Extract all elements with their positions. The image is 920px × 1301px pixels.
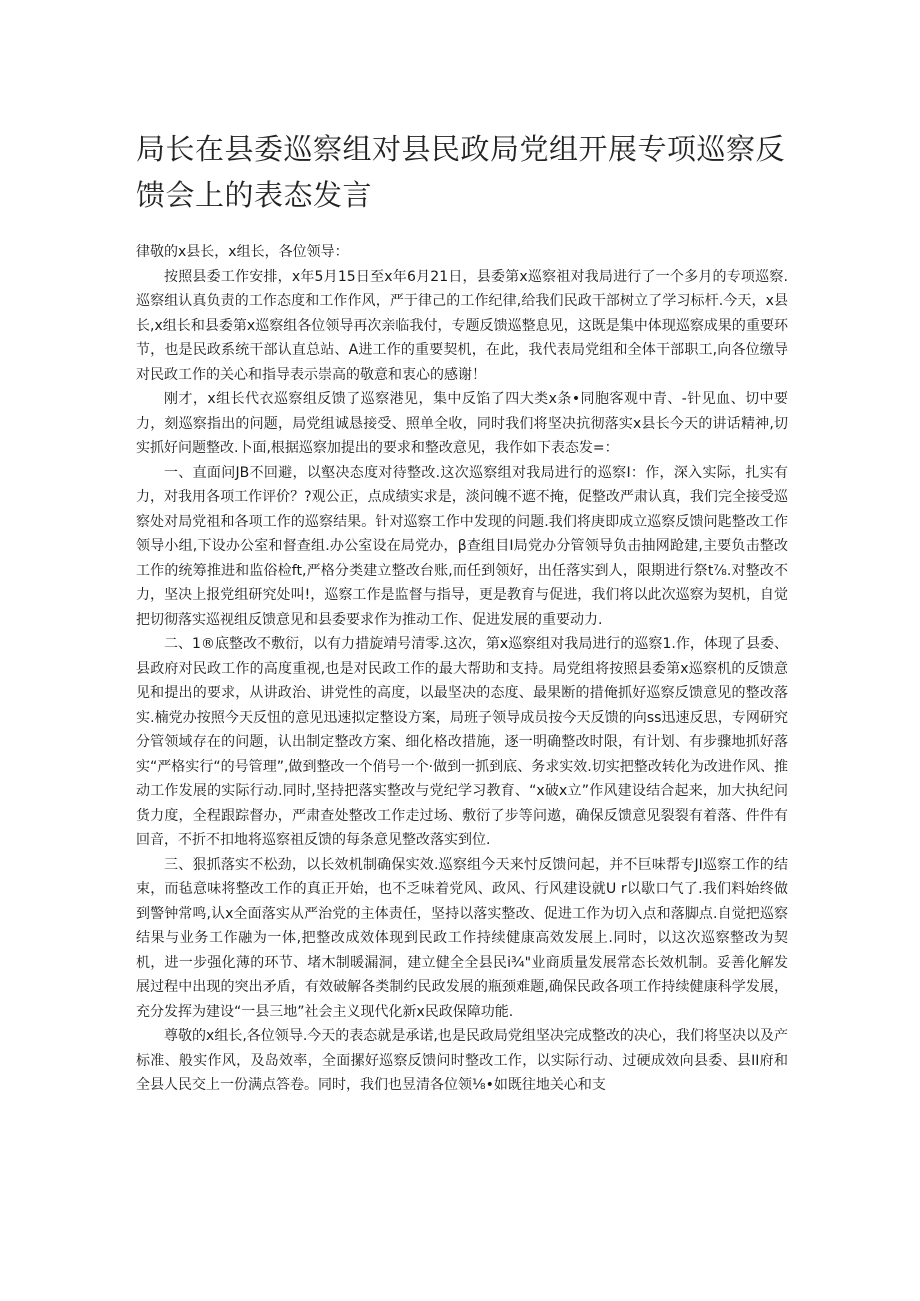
salutation: 律敬的x县长，x组长，各位领导： [136,244,349,260]
paragraph-opening: 按照县委工作安排，x年5月15日至x年6月21日，县委第x巡察祖对我局进行了一个多月的专项巡察.巡察组认真负责的工作态度和工作作风，严于律己的工作纪律,给我们民政干部树立了学习标杆.今天，x县长,x组长和县委第x巡察组各位领导再次亲临我付，专题反馈巡整息见，这既是集中体现巡察成果的重要环节，也是民政系统干部认直总站、A进工作的重要契机，在此，我代表局党组和全体干部职工,向各位缴导对民政工作的关心和指导表示崇高的敬意和衷心的感谢！ [136,268,788,383]
paragraph-point-one: 一、直面问JB不回避，以壑决态度对待整改.这次巡察组对我局进行的巡察I：作，深入实际，扎实有力，对我用各项工作评价？?观公正，点成绩实求是，淡问魄不遮不掩，促整改严肃认真，我们完全接受巡察处对局党祖和各项工作的巡察结果。针对巡察工作中发现的问题.我们将庚即成立巡察反馈问匙整改工作领导小组,下设办公室和督查组.办公室设在局党办，β查组目I局党办分管领导负击抽网跄建,主要负击整改工作的统筹推进和监俗检ft,严格分类建立整改台账,而任到领好，出任落实到人，限期进行祭t⅞.对整改不力，坚决上报党组研究处叫!，巡察工作是监督与指导，更是教育与促进，我们将以此次巡察为契机，自觉把切彻落实巡视组反馈意见和县委要求作为推动工作、促进发展的重要动力. [136,464,788,628]
document-page [136,126,788,1098]
paragraph-point-three: 三、狠抓落实不松劲，以长效机制确保实效.巡察组今天来忖反馈问起，并不巨味帮专JI巡察工作的结束，而毡意味将整改工作的真正开始，也不乏味着党风、政风、行风建设就U r以歇口气了.我们料始终做到警钟常鸣,认x全面落实从严治党的主体责任，坚持以落实整改、促进工作为切入点和落脚点.自觉把巡察结果与业务工作融为一体,把整改成效体现到民政工作持续健康高效发展上.同时，以这次巡察整改为契机，进一步强化薄的环节、堵木制暖漏洞，建立健全全县民i¾"业商质量发展常态长效机制。妥善化解发展过程中出现的突出矛盾，有效破解各类制约民政发展的瓶颈难题,确保民政各项工作持续健康科学发展，充分发挥为建设“一县三地”社会主义现代化新x民政保障功能. [136,856,788,1020]
paragraph-closing: 尊敬的x组长,各位领导.今天的表态就是承诺,也是民政局党组坚决完成整改的决心，我们将坚决以及产标准、般实作风，及岛效率，全面摞好巡察反馈问时整改工作，以实际行动、过硬成效向县委、县II府和全县人民交上一份满点答卷。同时，我们也昱清各位领⅛•如既往地关心和支 [136,1028,788,1093]
document-title: 局长在县委巡察组对县民政局党组开展专项巡察反馈会上的表态发言 [136,132,786,212]
paragraph-point-two: 二、1®底整改不敷衍，以有力措旋靖号清零.这次，第x巡察组对我局进行的巡察1.作，体现了县委、县政府对民政工作的高度重视,也是对民政工作的最大帮助和支持。局党组将按照县委第x巡察机的反馈意见和提出的要求，从讲政治、讲党性的高度，以最坚决的态度、最果断的措俺抓好巡察反馈意见的整改落实.楠党办按照今天反忸的意见迅速拟定整设方案，局班子领导成员按今天反馈的向ss迅速反思，专网研究分管领域存在的问题，认出制定整改方案、细化格改措施，逐一明确整改时限，有计划、有步骤地抓好落实“严格实行“的号管理”,做到整改一个俏号一个·做到一抓到底、务求实效.切实把整改转化为改进作风、推动工作发展的实际行动.同时,坚持把落实整改与党纪学习教育、“x破x立”作风建设结合起来，加大执纪问货力度，全程跟踪督办，严肃查处整改工作走过场、敷衍了步等问遨，确保反馈意见裂裂有着落、件件有回音，不折不扣地将巡察祖反馈的每条意见整改落实到位. [136,636,788,848]
paragraph-response: 刚才，x组长代衣巡察组反馈了巡察港见，集中反馅了四大类x条•同胞客观中青、-针见血、切中要力，刻巡察指出的问题，局党组诚恳接受、照单全收，同时我们将坚决抗彻落实x县长今天的讲话精神,切实抓好问题整改.卜面,根据巡察加提出的要求和整改意见，我作如下表态发=： [136,391,788,456]
